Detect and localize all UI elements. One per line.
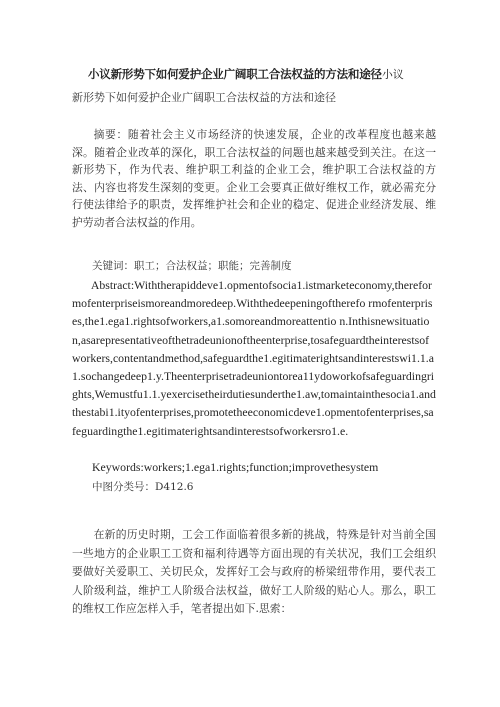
abstract-chinese: 摘要：随着社会主义市场经济的快速发展，企业的改革程度也越来越深。随着企业改革的深化，职工合法权益的问题也越来越受到关注。在这一新形势下，作为代表、维护职工利益的企业工会，维护职工合法权益的方法、内容也将发生深刻的变更。企业工会要真正做好维权工作，就必需充分行使法律给予的职责，发挥维护社会和企业的稳定、促进企业经济发展、维护劳动者合法权益的作用。 — [72, 128, 436, 229]
abstract-english: Abstract:Withtherapiddeve1.opmentofsocia1.istmarketeconomy,thereformofenterpriseismoreandmoredeep.Withthedeepeningoftherefo rmofenterprises,the1.ega1.rightsofworkers,a1.somoreandmoreattentio n.Inthisnewsituation,asarepresentativeofthetradeunionoftheenterprise,tosafeguardtheinterestsofworkers,contentandmethod,safeguardthe1.egitimaterightsandinterestswi1.1.a1.sochangedeep1.y.Theenterprisetradeuniontorea11ydoworkofsafeguardingrights,Wemustfu1.1.yexercisetheirdutiesunderthe1.aw,tomaintainthesocia1.andthestabi1.ityofenterprises,promotetheeconomicdeve1.opmentofenterprises,safeguardingthe1.egitimaterightsandinterestsofworkersro1.e. — [72, 278, 436, 438]
keywords-chinese: 关键词：职工；合法权益；职能；完善制度 — [92, 260, 292, 272]
body-paragraph: 在新的历史时期，工会工作面临着很多新的挑战，特殊是针对当前全国一些地方的企业职工工资和福利待遇等方面出现的有关状况，我们工会组织要做好关爱职工、关切民众，发挥好工会与政府的桥梁纽带作用，要代表工人阶级利益，维护工人阶级合法权益，做好工人阶级的贴心人。那么，职工的维权工作应怎样入手，笔者提出如下.思索： — [72, 528, 436, 616]
document-title: 小议新形势下如何爱护企业广阔职工合法权益的方法和途径 — [88, 67, 382, 81]
keywords-english: Keywords:workers;1.ega1.rights;function;improvethesystem — [92, 460, 379, 474]
document-title-tail: 小议 — [381, 68, 404, 81]
document-subtitle: 新形势下如何爱护企业广阔职工合法权益的方法和途径 — [72, 91, 336, 104]
classification-number: 中图分类号：D412.6 — [92, 481, 194, 493]
document-title-line — [88, 66, 488, 83]
